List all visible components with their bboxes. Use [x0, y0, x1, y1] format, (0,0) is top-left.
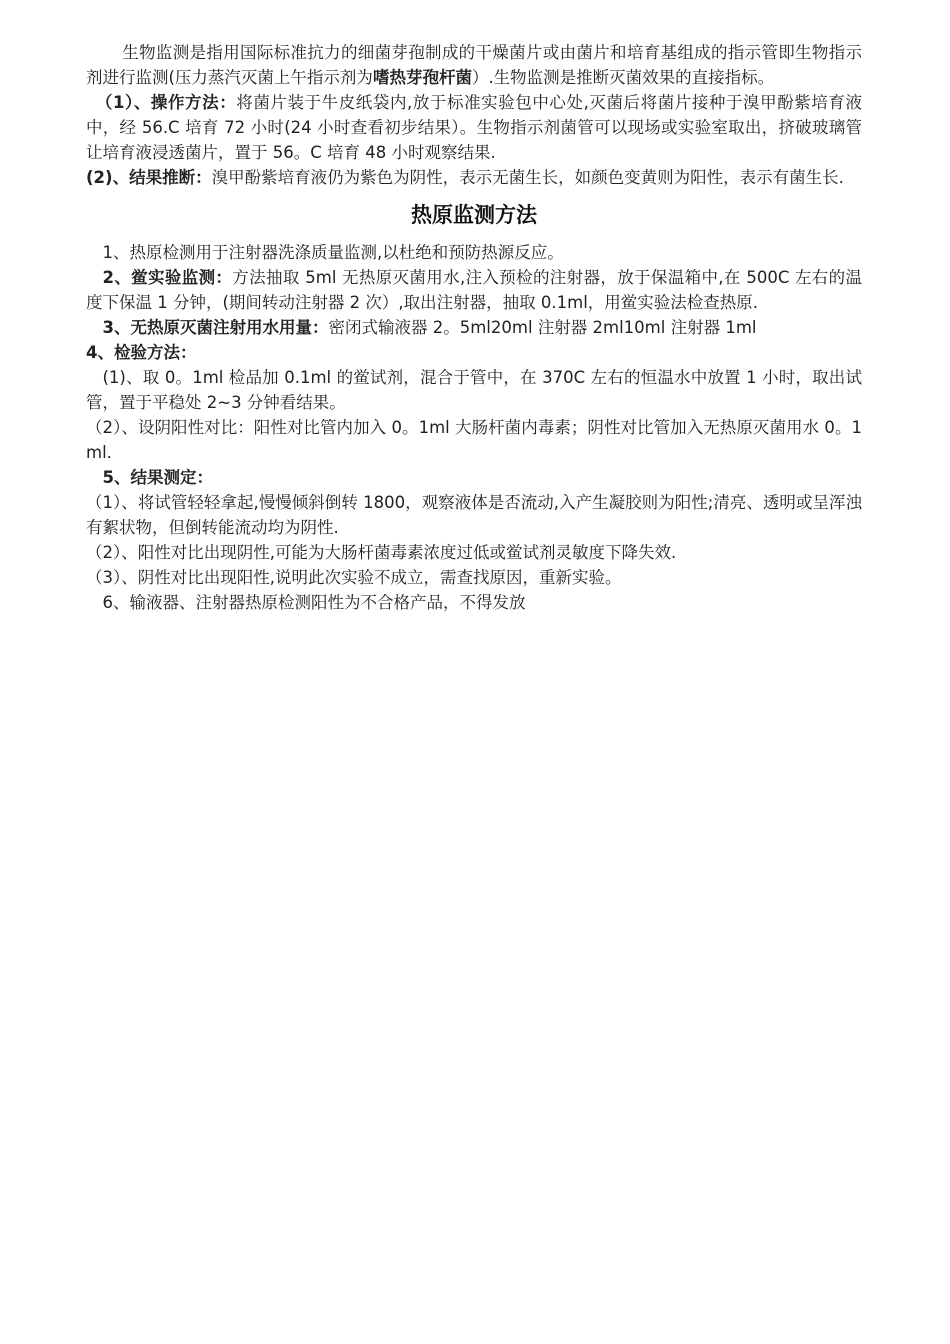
result-judgement-text: 溴甲酚紫培育液仍为紫色为阴性，表示无菌生长，如颜色变黄则为阳性，表示有菌生长. — [211, 168, 844, 187]
intro-bold-term: 嗜热芽孢杆菌 — [372, 68, 472, 87]
item-3-label: 3、无热原灭菌注射用水用量： — [102, 318, 329, 337]
item-5-sub-3: （3）、阴性对比出现阳性,说明此次实验不成立，需查找原因，重新实验。 — [86, 568, 622, 587]
item-3 — [86, 315, 862, 340]
item-6: 6、输液器、注射器热原检测阳性为不合格产品，不得发放 — [102, 593, 526, 612]
intro-text-b: ）.生物监测是推断灭菌效果的直接指标。 — [471, 68, 775, 87]
operation-text: 将菌片装于牛皮纸袋内,放于标准实验包中心处,灭菌后将菌片接种于溴甲酚紫培育液中，经 56.C 培育 72 小时(24 小时查看初步结果）。生物指示剂菌管可以现场或实验室取出，挤破玻璃管让培育液浸透菌片，置于 56。C 培育 48 小时观察结果. — [86, 93, 863, 162]
operation-label: （1）、操作方法： — [95, 93, 237, 112]
result-judgement-paragraph — [86, 165, 862, 190]
item-5-label: 5、结果测定： — [102, 468, 213, 487]
item-5-sub-1: （1）、将试管轻轻拿起,慢慢倾斜倒转 1800，观察液体是否流动,入产生凝胶则为阳性;清亮、透明或呈浑浊有絮状物，但倒转能流动均为阴性. — [86, 493, 862, 537]
section-title: 热原监测方法 — [411, 203, 537, 227]
item-3-text: 密闭式输液器 2。5ml20ml 注射器 2ml10ml 注射器 1ml — [328, 318, 757, 337]
item-2 — [86, 265, 862, 315]
item-1: 1、热原检测用于注射器洗涤质量监测,以杜绝和预防热源反应。 — [102, 243, 564, 262]
result-judgement-label: (2)、结果推断： — [86, 168, 212, 187]
item-2-label: 2、鲎实验监测： — [102, 268, 233, 287]
intro-text-a: 生物监测是指用国际标准抗力的细菌芽孢制成的干燥菌片或由菌片和培育基组成的指示管即生物指示剂进行监测(压力蒸汽灭菌上午指示剂为 — [86, 43, 862, 87]
operation-paragraph — [86, 90, 862, 165]
item-5-sub-2: （2）、阳性对比出现阴性,可能为大肠杆菌毒素浓度过低或鲎试剂灵敏度下降失效. — [86, 543, 677, 562]
item-4-sub-1: (1)、取 0。1ml 检品加 0.1ml 的鲎试剂，混合于管中，在 370C 左右的恒温水中放置 1 小时，取出试管，置于平稳处 2~3 分钟看结果。 — [86, 368, 862, 412]
item-4-sub-2: （2）、设阴阳性对比：阳性对比管内加入 0。1ml 大肠杆菌内毒素；阴性对比管加入无热原灭菌用水 0。1ml. — [86, 418, 862, 462]
intro-paragraph — [86, 40, 862, 90]
item-2-text: 方法抽取 5ml 无热原灭菌用水,注入预检的注射器，放于保温箱中,在 500C 左右的温度下保温 1 分钟，(期间转动注射器 2 次）,取出注射器，抽取 0.1ml，用鲎实验法检查热原. — [86, 268, 862, 312]
item-4-label: 4、检验方法： — [86, 343, 197, 362]
